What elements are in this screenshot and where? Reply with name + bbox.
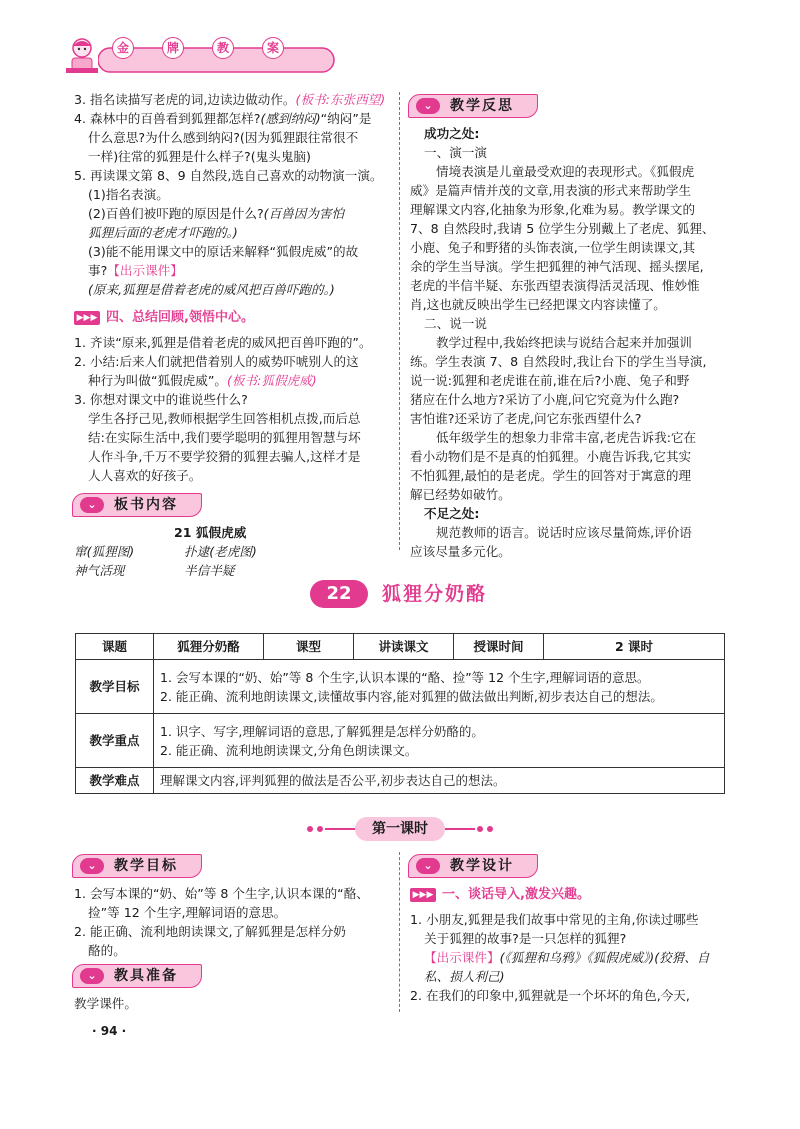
table-cell: 2 课时 (544, 634, 725, 660)
text-line: 威》是篇声情并茂的文章,用表演的形式来帮助学生 (410, 183, 692, 198)
text-line: 低年级学生的想象力非常丰富,老虎告诉我:它在 (436, 430, 697, 445)
header-char-3: 教 (212, 37, 234, 59)
subheading: 二、说一说 (424, 316, 487, 331)
text-line: 说一说:狐狸和老虎谁在前,谁在后?小鹿、兔子和野 (410, 373, 690, 388)
text-line: 2. 在我们的印象中,狐狸就是一个坏坏的角色,今天, (410, 988, 690, 1003)
table-cell: 教学难点 (76, 768, 154, 794)
lesson-number: 22 (310, 580, 368, 608)
period-heading: 第一课时 (305, 817, 495, 841)
text-line: 看小动物们是不是真的怕狐狸。小鹿告诉我,它其实 (410, 449, 692, 464)
reflection-tag: ⌄ 教学反思 (408, 94, 538, 118)
text-line: 2. 能正确、流利地朗读课文,了解狐狸是怎样分奶 (74, 924, 346, 939)
left-column-top (74, 90, 394, 580)
table-row (76, 768, 725, 794)
text-line: 学生各抒己见,教师根据学生回答相机点拨,而后总 (88, 411, 361, 426)
text-line: 教学课件。 (74, 996, 137, 1011)
text-line: 人作斗争,千万不要学狡猾的狐狸去骗人,这样才是 (88, 449, 361, 464)
text-line: 肖,这也就反映出学生已经把课文内容读懂了。 (410, 297, 666, 312)
text-line: 私、损人利己) (424, 969, 505, 984)
chevron-down-icon: ⌄ (416, 98, 440, 114)
table-cell: 教学目标 (76, 660, 154, 714)
chevron-down-icon: ⌄ (80, 968, 104, 984)
text-line: 事?【出示课件】 (88, 263, 183, 278)
table-cell: 讲读课文 (354, 634, 454, 660)
header-char-1: 金 (112, 37, 134, 59)
text-line: 种行为叫做“狐假虎威”。(板书:狐假虎威) (88, 373, 317, 388)
chevron-down-icon: ⌄ (80, 497, 104, 513)
text-line: 不怕狐狸,最怕的是老虎。学生的回答对于寓意的理 (410, 468, 692, 483)
text-line: 7、8 自然段时,我请 5 位学生分别戴上了老虎、狐狸、 (410, 221, 715, 236)
page-number: · 94 · (92, 1024, 127, 1038)
column-divider-top (399, 92, 400, 550)
header-char-2: 牌 (162, 37, 184, 59)
table-row (76, 714, 725, 768)
text-line: 余的学生当导演。学生把狐狸的神气活现、摇头摆尾, (410, 259, 704, 274)
text-line: 什么意思?为什么感到纳闷?(因为狐狸跟往常很不 (88, 130, 359, 145)
header-char-4: 案 (262, 37, 284, 59)
table-row (76, 660, 725, 714)
text-line: 应该尽量多元化。 (410, 544, 511, 559)
table-cell: 1. 识字、写字,理解词语的意思,了解狐狸是怎样分奶酪的。 2. 能正确、流利地朗读课文,分角色朗读课文。 (154, 714, 725, 768)
lesson-title (310, 578, 550, 612)
text-line: 规范教师的语言。说话时应该尽量简炼,评价语 (436, 525, 692, 540)
text-line: 人人喜欢的好孩子。 (88, 468, 202, 483)
table-cell: 理解课文内容,评判狐狸的做法是否公平,初步表达自己的想法。 (154, 768, 725, 794)
text-line: 捡”等 12 个生字,理解词语的意思。 (88, 905, 287, 920)
left-column-bottom (74, 852, 394, 1013)
text-line: 4. 森林中的百兽看到狐狸都怎样?(感到纳闷)“纳闷”是 (74, 111, 372, 126)
text-line: 情境表演是儿童最受欢迎的表现形式。《狐假虎 (436, 164, 695, 179)
table-cell: 狐狸分奶酪 (154, 634, 264, 660)
success-label: 成功之处: (424, 126, 480, 141)
right-column-bottom (410, 852, 728, 1005)
text-line: 3. 指名读描写老虎的词,边读边做动作。(板书:东张西望) (74, 92, 386, 107)
section-heading-intro: ▶▶▶ 一、谈话导入,激发兴趣。 (410, 884, 728, 906)
table-cell: 课题 (76, 634, 154, 660)
table-cell: 授课时间 (454, 634, 544, 660)
lesson-name: 狐狸分奶酪 (382, 583, 488, 605)
lesson-plan-table (75, 633, 725, 794)
text-line: (原来,狐狸是借着老虎的威风把百兽吓跑的。) (88, 282, 335, 297)
board-row-2: 神气活现 半信半疑 (74, 563, 235, 578)
column-divider-bottom (399, 852, 400, 1012)
board-tag: ⌄ 板书内容 (72, 493, 202, 517)
text-line: 酪的。 (88, 943, 126, 958)
design-tag: ⌄ 教学设计 (408, 854, 538, 878)
chevron-down-icon: ⌄ (416, 858, 440, 874)
text-line: 一样)往常的狐狸是什么样子?(鬼头鬼脑) (88, 149, 311, 164)
triple-arrow-icon: ▶▶▶ (74, 311, 100, 325)
weak-label: 不足之处: (424, 506, 480, 521)
chevron-down-icon: ⌄ (80, 858, 104, 874)
text-line: 1. 齐读“原来,狐狸是借着老虎的威风把百兽吓跑的”。 (74, 335, 372, 350)
text-line: 5. 再读课文第 8、9 自然段,选自己喜欢的动物演一演。 (74, 168, 383, 183)
text-line: 练。学生表演 7、8 自然段时,我让台下的学生当导演, (410, 354, 707, 369)
subheading: 一、演一演 (424, 145, 487, 160)
table-row (76, 634, 725, 660)
section-heading-summary: ▶▶▶ 四、总结回顾,领悟中心。 (74, 307, 394, 329)
text-line: 理解课文内容,化抽象为形象,化难为易。教学课文的 (410, 202, 696, 217)
text-line: 3. 你想对课文中的谁说些什么? (74, 392, 248, 407)
text-line: (1)指名表演。 (88, 187, 169, 202)
text-line: 1. 会写本课的“奶、始”等 8 个生字,认识本课的“酪、 (74, 886, 369, 901)
triple-arrow-icon: ▶▶▶ (410, 888, 436, 902)
table-cell: 1. 会写本课的“奶、始”等 8 个生字,认识本课的“酪、捡”等 12 个生字,理解词语的意思。 2. 能正确、流利地朗读课文,读懂故事内容,能对狐狸的做法做出判断,初步表达自己的想法。 (154, 660, 725, 714)
text-line: 结:在实际生活中,我们要学聪明的狐狸用智慧与坏 (88, 430, 361, 445)
text-line: 老虎的半信半疑、东张西望表演得活灵活现、惟妙惟 (410, 278, 700, 293)
text-line: 害怕谁?还采访了老虎,问它东张西望什么? (410, 411, 642, 426)
text-line: 【出示课件】(《狐狸和乌鸦》《狐假虎威》)(狡猾、自 (424, 950, 710, 965)
text-line: 解已经势如破竹。 (410, 487, 511, 502)
text-line: (2)百兽们被吓跑的原因是什么?(百兽因为害怕 (88, 206, 345, 221)
text-line: (3)能不能用课文中的原话来解释“狐假虎威”的故 (88, 244, 359, 259)
table-cell: 课型 (264, 634, 354, 660)
board-row-1: 窜(狐狸图) 扑逮(老虎图) (74, 544, 257, 559)
tools-tag: ⌄ 教具准备 (72, 964, 202, 988)
text-line: 狐狸后面的老虎才吓跑的。) (88, 225, 238, 240)
text-line: 1. 小朋友,狐狸是我们故事中常见的主角,你读过哪些 (410, 912, 699, 927)
board-title: 21 狐假虎威 (174, 525, 247, 540)
text-line: 猪应在什么地方?采访了小鹿,问它究竟为什么跑? (410, 392, 680, 407)
text-line: 2. 小结:后来人们就把借着别人的威势吓唬别人的这 (74, 354, 359, 369)
right-column-top (410, 92, 728, 561)
page-header (60, 34, 360, 86)
goals-tag: ⌄ 教学目标 (72, 854, 202, 878)
text-line: 关于狐狸的故事?是一只怎样的狐狸? (424, 931, 627, 946)
table-cell: 教学重点 (76, 714, 154, 768)
text-line: 小鹿、兔子和野猪的头饰表演,一位学生朗读课文,其 (410, 240, 696, 255)
text-line: 教学过程中,我始终把读与说结合起来并加强训 (436, 335, 692, 350)
